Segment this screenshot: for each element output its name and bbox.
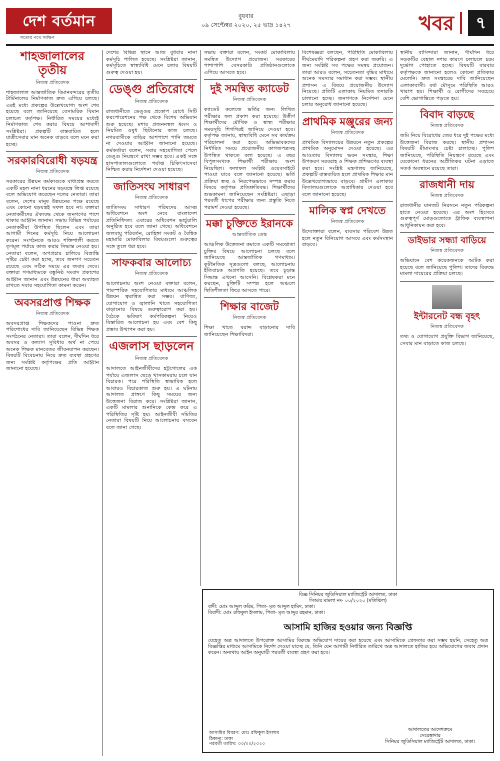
article-byline: নিজস্ব প্রতিবেদক (232, 97, 267, 104)
article-headline[interactable]: এজলাস ছাড়লেন (109, 339, 194, 354)
article-body: জমি নিয়ে বিরোধের জের ধরে দুই পক্ষের মধ্যে উত্তেজনা বিরাজ করছে। স্থানীয় প্রশাসন বিষয়টি মীমাংসার চেষ্টা চালাচ্ছে। পুলিশ জানিয়েছে, পরিস্থিতি নিয়ন্ত্রণে রয়েছে এবং যেকোনো ধরনের অপ্রীতিকর ঘটনা এড়াতে সতর্ক অবস্থানে রয়েছে তারা। (400, 133, 494, 172)
notice-detail-line: পরবর্তী তারিখ: ০০/০০/২০২০ (209, 742, 266, 748)
article-headline[interactable]: শাহজালালের তৃতীয় (20, 50, 85, 77)
article-headline[interactable]: ইন্টারনেট বন্ধ বৃহৎ (413, 311, 481, 322)
plaintiff-line: বাদী: মোঃ আব্দুল করিম, পিতা- মৃত আব্দুল হামিদ, ঢাকা। (208, 605, 316, 610)
article-byline: নিজস্ব প্রতিবেদক (35, 169, 70, 176)
article-byline: নিজস্ব প্রতিবেদক (232, 315, 267, 322)
article-body: সরকারের উন্নয়ন কর্মকাণ্ডকে বাধাগ্রস্ত করতে একটি মহল নানা ধরনের ষড়যন্ত্রে লিপ্ত রয়েছে বলে অভিযোগ করেছেন দলের নেতারা। তারা বলেন, দেশের মানুষ উন্নয়নের পক্ষে রয়েছে এবং কোনো ষড়যন্ত্রই সফল হবে না। বক্তারা নেতাকর্মীদের ঐক্যবদ্ধ থেকে জনগণের পাশে থাকার আহ্বান জানান। সভায় বিভিন্ন পর্যায়ের নেতাকর্মীরা উপস্থিত ছিলেন এবং তারা আগামী দিনের কর্মসূচি নিয়ে আলোচনা করেন। সংগঠনকে আরও শক্তিশালী করতে তৃণমূল পর্যায়ে কাজ করার সিদ্ধান্ত নেওয়া হয়। নেতারা বলেন, অপপ্রচার চালিয়ে বিভ্রান্তি সৃষ্টির চেষ্টা করা হচ্ছে, তবে জনগণ সচেতন রয়েছে এবং সঠিক সময়ে এর জবাব দেবে। বক্তারা গণমাধ্যমকে বস্তুনিষ্ঠ সংবাদ প্রকাশের আহ্বান জানান এবং উন্নয়নের ধারা অব্যাহত রাখতে সবার সহযোগিতা কামনা করেন। (6, 179, 99, 290)
court-name: বিজ্ঞ সিনিয়র জুডিসিয়াল ম্যাজিস্ট্রেট আদালত, ঢাকা (298, 593, 398, 598)
article-divider (204, 214, 295, 215)
article-divider (106, 253, 197, 254)
article-byline: নিজস্ব প্রতিবেদক (35, 310, 70, 317)
article-headline[interactable]: বিবাদ বাড়ছে (420, 109, 474, 121)
article-divider (6, 293, 99, 294)
newspaper-logo: দেশ বর্তমান (6, 8, 112, 34)
article-divider (106, 177, 197, 178)
article-divider (204, 79, 295, 80)
article-headline[interactable]: মালিক স্বপ্ন দেখতে (309, 205, 386, 218)
article-byline: নিজস্ব প্রতিবেদক (330, 219, 365, 226)
article-body: রাজধানীতে ডেঙ্গুর প্রকোপ রোধে সিটি করপোরেশনের পক্ষ থেকে বিশেষ অভিযান শুরু হয়েছে। মশার প্রজননস্থল ধ্বংস ও নিয়মিত ওষুধ ছিটানোর কাজ চলছে। নগরবাসীকে বাড়ির আশপাশে পানি জমতে না দেওয়ার আহ্বান জানানো হয়েছে। কর্মকর্তারা বলেন, সবার সহযোগিতা পেলে ডেঙ্গু নিয়ন্ত্রণে রাখা সম্ভব হবে। একই সঙ্গে হাসপাতালগুলোতে পর্যাপ্ত চিকিৎসাসেবা নিশ্চিত করার নির্দেশনা দেওয়া হয়েছে। (106, 108, 197, 174)
article-body: সভায় বক্তারা বলেন, সংকট মোকাবিলায় সমন্বিত উদ্যোগ প্রয়োজন। সরকারের পাশাপাশি বেসরকারি প্রতিষ্ঠানগুলোকে এগিয়ে আসতে হবে। (204, 50, 295, 76)
article-headline[interactable]: রাজধানী দায় (419, 179, 475, 192)
masthead (6, 4, 494, 46)
notice-detail-line: আসামির বিবরণ: মোঃ রফিকুল ইসলাম (209, 731, 279, 737)
article-body: অভিযানে বেশ কয়েকজনকে আটক করা হয়েছে বলে জানিয়েছে পুলিশ। তাদের বিরুদ্ধে মামলা দায়েরের প্রক্রিয়া চলছে। (400, 258, 494, 278)
court-notice-ad (202, 589, 494, 753)
article-divider (400, 175, 494, 176)
newspaper-page (6, 4, 494, 756)
article-body: আলোচনায় অংশ নেওয়া বক্তারা বলেন, পারস্পরিক সহযোগিতার মাধ্যমে আঞ্চলিক উন্নয়ন ত্বরান্বিত করা সম্ভব। বাণিজ্য, যোগাযোগ ও জ্বালানি খাতে সহযোগিতা বাড়ানোর বিষয়ে গুরুত্বারোপ করা হয়। বৈঠকে ভবিষ্যৎ কর্মপরিকল্পনা নিয়েও বিস্তারিত আলোচনা হয় এবং বেশ কিছু প্রস্তাব উত্থাপন করা হয়। (106, 281, 197, 333)
article-headline[interactable]: ডাইভার সন্ধ্যা বাড়িয়ে (407, 236, 487, 247)
article-headline[interactable]: প্রাথমিক মঞ্জুরের জন্য (302, 115, 393, 128)
article-divider (400, 232, 494, 233)
article-body: আঞ্চলিক উত্তেজনা কমাতে একটি সমঝোতা চুক্তির বিষয়ে আলোচনা চলছে বলে জানিয়েছে আন্তর্জাতিক গণমাধ্যম। কূটনৈতিক সূত্রগুলো বলছে, আলোচনায় ইতিবাচক অগ্রগতি হয়েছে। তবে চূড়ান্ত সিদ্ধান্ত এখনো আসেনি। বিশ্লেষকরা মনে করছেন, চুক্তিটি সম্পন্ন হলে অঞ্চলে স্থিতিশীলতা ফিরে আসতে পারে। (204, 242, 295, 294)
article-body: বিশেষজ্ঞরা বলছেন, পরিস্থিতি মোকাবিলায় দীর্ঘমেয়াদি পরিকল্পনা গ্রহণ করা জরুরি। এ জন্য সংশ্লিষ্ট সব পক্ষের সমন্বয় প্রয়োজন। তারা আরও বলেন, সচেতনতা বৃদ্ধির মাধ্যমে অনেক সমস্যার সমাধান করা সম্ভব। স্থানীয় প্রশাসন এ বিষয়ে প্রয়োজনীয় উদ্যোগ নিয়েছে। প্রতিটি এলাকায় নিয়মিত তদারকি চালানো হচ্ছে। জনগণকে নির্দেশনা মেনে চলার অনুরোধ জানানো হয়েছে। (302, 50, 393, 108)
date-label: ০৯ সেপ্টেম্বর ২০২০, ২৫ ভাদ্র ১৪২৭ (201, 22, 291, 29)
article-body: ক্যাডেট কলেজে ভর্তির জন্য লিখিত পরীক্ষার ফল প্রকাশ করা হয়েছে। উত্তীর্ণ শিক্ষার্থীদের মৌখিক ও স্বাস্থ্য পরীক্ষার সময়সূচি শিগগিরই জানিয়ে দেওয়া হবে। কর্তৃপক্ষ জানায়, স্বাস্থ্যবিধি মেনে সব কার্যক্রম পরিচালনা করা হবে। অভিভাবকদের নির্ধারিত সময়ে প্রয়োজনীয় কাগজপত্রসহ উপস্থিত থাকতে বলা হয়েছে। এ বছর বিপুলসংখ্যক শিক্ষার্থী পরীক্ষায় অংশ নিয়েছিল। ফলাফল সংশ্লিষ্ট ওয়েবসাইটে পাওয়া যাবে বলে জানানো হয়েছে। ভর্তি প্রক্রিয়া স্বচ্ছ ও নিরপেক্ষভাবে সম্পন্ন করার বিষয়ে কর্তৃপক্ষ প্রতিশ্রুতিবদ্ধ। শিক্ষার্থীদের শুভকামনা জানিয়েছেন সংশ্লিষ্টরা। এছাড়া পরবর্তী ধাপের পরীক্ষার জন্য প্রস্তুতি নিতে পরামর্শ দেওয়া হয়েছে। (204, 107, 295, 211)
signature-line: আদালতের আদেশক্রমে (407, 728, 453, 733)
article-body: শাহজালাল আন্তর্জাতিক বিমানবন্দরের তৃতীয় টার্মিনালের নির্মাণকাজ দ্রুত এগিয়ে চলছে। এরই মধ্যে প্রকল্পের উল্লেখযোগ্য অংশ শেষ হয়েছে বলে জানিয়েছে বেসামরিক বিমান চলাচল কর্তৃপক্ষ। নির্ধারিত সময়ের মধ্যেই নির্মাণকাজ শেষ করার বিষয়ে আশাবাদী সংশ্লিষ্টরা। প্রকল্পটি বাস্তবায়িত হলে যাত্রীসেবার মান অনেক বাড়বে বলে মনে করা হচ্ছে। (6, 89, 99, 148)
article-headline[interactable]: জাতিসংঘ সাধারণ (113, 180, 190, 193)
article-headline[interactable]: সরকারবিরোধী ষড়যন্ত্র (7, 155, 98, 168)
page-number: ৭ (468, 10, 494, 36)
news-photo (432, 285, 462, 309)
article-divider (106, 79, 197, 80)
section-title: খবর (418, 11, 454, 35)
article-divider (302, 201, 393, 202)
article-body: উদ্যোক্তারা বলেন, ব্যবসার পরিবেশ উন্নত হলে নতুন বিনিয়োগ আসবে এবং কর্মসংস্থান বাড়বে। (302, 229, 393, 249)
article-byline: নিজস্ব প্রতিবেদক (430, 193, 464, 200)
article-body: জাতিসংঘ সাধারণ পরিষদের আসন্ন অধিবেশনে অংশ নেবে বাংলাদেশ প্রতিনিধিদল। এবারের অধিবেশন ভার্চুয়ালি অনুষ্ঠিত হবে বলে জানা গেছে। অধিবেশনে জলবায়ু পরিবর্তন, রোহিঙ্গা সংকট ও বৈশ্বিক মহামারি মোকাবিলার বিষয়গুলো গুরুত্বের সঙ্গে তুলে ধরা হবে। (106, 204, 197, 250)
column-3 (204, 50, 295, 586)
article-body: তথ্য ও যোগাযোগ প্রযুক্তি বিভাগ জানিয়েছে, সেবার মান বাড়াতে কাজ চলছে। (400, 334, 494, 347)
column-4 (302, 50, 393, 586)
article-body: শিক্ষা খাতে বরাদ্দ বাড়ানোর দাবি জানিয়েছেন শিক্ষাবিদরা। (204, 325, 295, 338)
signature-line: সেরেস্তাদার (419, 734, 441, 739)
notice-title: আসামি হাজির হওয়ার জন্য বিজ্ঞপ্তি (283, 623, 413, 633)
notice-details (209, 731, 369, 748)
signature-line: সিনিয়র জুডিসিয়াল ম্যাজিস্ট্রেট আদালত, ঢাকা। (385, 740, 475, 745)
article-body: স্থানীয় বাসিন্দারা জানান, দীর্ঘদিন ধরে সড়কটির বেহাল দশার কারণে চলাচলে চরম দুর্ভোগ পোহাতে হচ্ছে। বিষয়টি বারবার কর্তৃপক্ষকে জানানো হলেও কোনো প্রতিকার মেলেনি। দ্রুত সংস্কারের দাবি জানিয়েছেন এলাকাবাসী। বর্ষা মৌসুমে পরিস্থিতি আরও খারাপ হয়। শিক্ষার্থী ও রোগীদের সবচেয়ে বেশি ভোগান্তিতে পড়তে হয়। (400, 50, 494, 102)
article-body: আদালতে আইনজীবীদের হট্টগোলের এক পর্যায়ে এজলাস ছেড়ে খাসকামরায় চলে যান বিচারক। পরে পরিস্থিতি স্বাভাবিক হলে আবারও বিচারকাজ শুরু হয়। এ ঘটনায় আদালত প্রাঙ্গণে কিছু সময়ের জন্য উত্তেজনা বিরাজ করে। সংশ্লিষ্টরা জানান, একটি মামলার শুনানিকে কেন্দ্র করে এ পরিস্থিতির সৃষ্টি হয়। আইনজীবী সমিতির নেতারা বিষয়টি নিয়ে আলোচনায় বসবেন বলে জানা গেছে। (106, 366, 197, 431)
column-divider (200, 50, 201, 586)
article-divider (204, 297, 295, 298)
article-byline: নিজস্ব প্রতিবেদক (134, 194, 169, 201)
article-byline: নিজস্ব প্রতিবেদক (330, 129, 365, 136)
column-divider (396, 50, 397, 586)
article-headline[interactable]: মক্কা চুক্তিতে ইরানকে (206, 218, 293, 231)
column-divider (298, 50, 299, 586)
dateline (146, 12, 346, 30)
article-body: রাজধানীর যানজট নিরসনে নতুন পরিকল্পনা হাতে নেওয়া হয়েছে। এর অংশ হিসেবে গুরুত্বপূর্ণ মোড়গুলোতে ট্রাফিক ব্যবস্থাপনা আধুনিকায়ন করা হবে। (400, 203, 494, 229)
article-divider (400, 281, 494, 282)
article-byline: নিজস্ব প্রতিবেদক (430, 324, 464, 331)
article-byline: নিজস্ব প্রতিবেদক (430, 123, 464, 130)
article-byline: নিজস্ব প্রতিবেদক (35, 79, 70, 86)
article-byline: নিজস্ব প্রতিবেদক (430, 248, 464, 255)
article-headline[interactable]: সাফকবার আলোচ্য (111, 257, 192, 270)
article-divider (302, 112, 393, 113)
column-2 (106, 50, 197, 756)
article-body: অবসরপ্রাপ্ত শিক্ষকদের পাওনা দ্রুত পরিশোধের দাবি জানিয়েছেন বিভিন্ন শিক্ষক সংগঠনের নেতারা। তারা বলেন, দীর্ঘদিন ধরে অবসর ও কল্যাণ সুবিধার অর্থ না পেয়ে অনেক শিক্ষক মানবেতর জীবনযাপন করছেন। বিষয়টি বিবেচনায় নিয়ে দ্রুত ব্যবস্থা গ্রহণের জন্য সংশ্লিষ্ট কর্তৃপক্ষের প্রতি আহ্বান জানানো হয়েছে। (6, 320, 99, 373)
article-headline[interactable]: দুই সমন্বিত ক্যাডেট (210, 83, 289, 95)
logo-tagline: সত্যের পথে সর্বক্ষণ (20, 36, 55, 41)
article-headline[interactable]: শিক্ষার বাজেট (220, 301, 279, 314)
notice-detail-line: ঠিকানা: ঢাকা (209, 736, 233, 742)
article-body: প্রাথমিক বিদ্যালয়ের উন্নয়নে নতুন প্রকল্পের প্রাথমিক অনুমোদন দেওয়া হয়েছে। এর আওতায় বিদ্যালয় ভবন সংস্কার, শিক্ষা উপকরণ সরবরাহ ও শিক্ষক প্রশিক্ষণের ব্যবস্থা করা হবে। সংশ্লিষ্ট মন্ত্রণালয় জানিয়েছে, প্রকল্পটি বাস্তবায়িত হলে প্রাথমিক শিক্ষার মান উল্লেখযোগ্যভাবে বাড়বে। গ্রামীণ এলাকার বিদ্যালয়গুলোকে অগ্রাধিকার দেওয়া হবে বলে জানানো হয়েছে। (302, 139, 393, 198)
defendant-line: বিবাদী: মোঃ রফিকুল ইসলাম, পিতা- মৃত আব্দুর রহমান, ঢাকা। (208, 611, 326, 616)
column-1 (6, 50, 99, 756)
notice-body: যেহেতু অত্র আদালতে উপরোক্ত আসামির বিরুদ্ধে অভিযোগ দায়ের করা হয়েছে এবং আসামিকে গ্রেফতার করা সম্ভব হয়নি, সেহেতু অত্র বিজ্ঞপ্তির মাধ্যমে আসামিকে নির্দেশ দেওয়া যাচ্ছে যে, তিনি যেন আগামী নির্ধারিত তারিখে অত্র আদালতে হাজির হয়ে অভিযোগের জবাব প্রদান করেন। অন্যথায় আইন অনুযায়ী পরবর্তী ব্যবস্থা গ্রহণ করা হবে। (208, 638, 488, 657)
notice-signature (375, 728, 485, 746)
article-divider (6, 151, 99, 152)
case-number: সিআর মামলা নং- ০০/২০২০ (মতিঝিল) (309, 599, 387, 604)
article-byline: আন্তর্জাতিক ডেস্ক (232, 232, 267, 239)
article-headline[interactable]: অবসরপ্রাপ্ত শিক্ষক (14, 296, 91, 309)
article-byline: নিজস্ব প্রতিবেদক (134, 271, 169, 278)
article-divider (106, 336, 197, 337)
day-label: বুধবার (238, 13, 254, 20)
article-byline: নিজস্ব প্রতিবেদক (134, 356, 169, 363)
article-divider (400, 105, 494, 106)
article-headline[interactable]: ডেঙ্গু প্রতিরোধে (108, 82, 195, 96)
section-separator (460, 12, 462, 34)
column-5 (400, 50, 494, 586)
article-byline: নিজস্ব প্রতিবেদক (134, 98, 169, 105)
column-divider (102, 50, 103, 756)
article-body: দেশের বিভিন্ন স্থানে আজ বুধবার নানা কর্মসূচি পালিত হয়েছে। সংশ্লিষ্টরা জানান, কর্মসূচিতে স্বাস্থ্যবিধি মেনে চলার বিষয়টি গুরুত্ব দেওয়া হয়। (106, 50, 197, 76)
